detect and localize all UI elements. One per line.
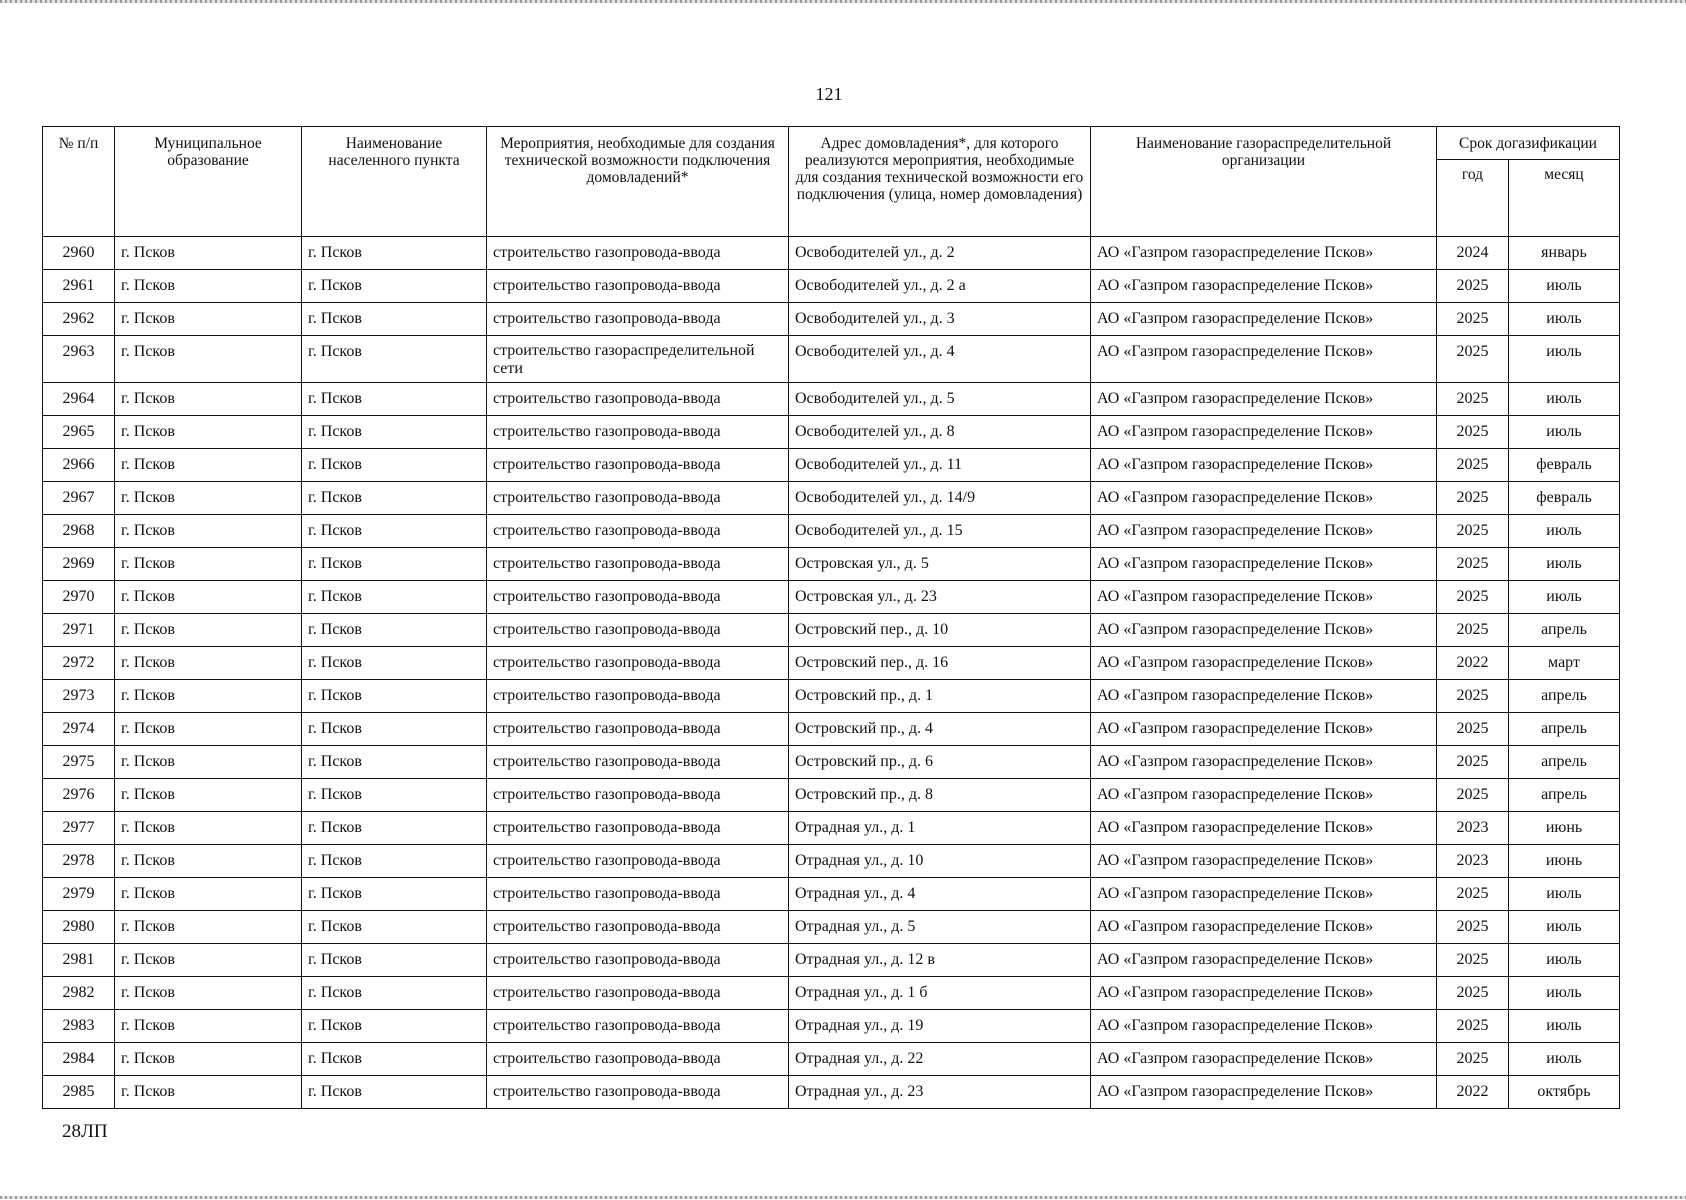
cell-num: 2980 — [43, 911, 115, 944]
cell-activity: строительство газопровода-ввода — [487, 449, 789, 482]
cell-address: Освободителей ул., д. 3 — [789, 303, 1091, 336]
cell-municipality: г. Псков — [115, 548, 302, 581]
table-row — [43, 1076, 1620, 1109]
cell-year: 2023 — [1437, 812, 1509, 845]
cell-activity: строительство газораспределительной сети — [487, 336, 789, 383]
cell-year: 2025 — [1437, 614, 1509, 647]
scan-edge-bottom — [0, 1196, 1686, 1199]
cell-organization: АО «Газпром газораспределение Псков» — [1091, 1010, 1437, 1043]
cell-num: 2978 — [43, 845, 115, 878]
cell-num: 2960 — [43, 237, 115, 270]
table-row — [43, 270, 1620, 303]
cell-address: Островский пр., д. 4 — [789, 713, 1091, 746]
cell-month: июль — [1509, 336, 1620, 383]
cell-settlement: г. Псков — [302, 713, 487, 746]
cell-year: 2022 — [1437, 647, 1509, 680]
header-row — [43, 127, 1620, 160]
cell-organization: АО «Газпром газораспределение Псков» — [1091, 383, 1437, 416]
cell-activity: строительство газопровода-ввода — [487, 680, 789, 713]
cell-settlement: г. Псков — [302, 647, 487, 680]
cell-num: 2981 — [43, 944, 115, 977]
table-row — [43, 614, 1620, 647]
cell-activity: строительство газопровода-ввода — [487, 878, 789, 911]
scan-edge-top — [0, 0, 1686, 3]
table-row — [43, 416, 1620, 449]
cell-organization: АО «Газпром газораспределение Псков» — [1091, 680, 1437, 713]
cell-month: апрель — [1509, 746, 1620, 779]
cell-num: 2976 — [43, 779, 115, 812]
cell-municipality: г. Псков — [115, 1076, 302, 1109]
cell-activity: строительство газопровода-ввода — [487, 647, 789, 680]
cell-month: июль — [1509, 270, 1620, 303]
cell-month: апрель — [1509, 614, 1620, 647]
table-row — [43, 779, 1620, 812]
cell-organization: АО «Газпром газораспределение Псков» — [1091, 449, 1437, 482]
cell-municipality: г. Псков — [115, 614, 302, 647]
table-row — [43, 303, 1620, 336]
table-row — [43, 515, 1620, 548]
page-number: 121 — [815, 84, 843, 104]
cell-organization: АО «Газпром газораспределение Псков» — [1091, 812, 1437, 845]
cell-organization: АО «Газпром газораспределение Псков» — [1091, 482, 1437, 515]
cell-municipality: г. Псков — [115, 303, 302, 336]
cell-num: 2969 — [43, 548, 115, 581]
cell-organization: АО «Газпром газораспределение Псков» — [1091, 1043, 1437, 1076]
cell-organization: АО «Газпром газораспределение Псков» — [1091, 845, 1437, 878]
cell-organization: АО «Газпром газораспределение Псков» — [1091, 1076, 1437, 1109]
cell-year: 2025 — [1437, 1010, 1509, 1043]
cell-municipality: г. Псков — [115, 878, 302, 911]
table-row — [43, 713, 1620, 746]
cell-settlement: г. Псков — [302, 845, 487, 878]
cell-organization: АО «Газпром газораспределение Псков» — [1091, 977, 1437, 1010]
cell-month: июль — [1509, 911, 1620, 944]
cell-municipality: г. Псков — [115, 713, 302, 746]
table-row — [43, 581, 1620, 614]
cell-organization: АО «Газпром газораспределение Псков» — [1091, 237, 1437, 270]
cell-month: апрель — [1509, 680, 1620, 713]
cell-month: июль — [1509, 581, 1620, 614]
cell-municipality: г. Псков — [115, 746, 302, 779]
cell-organization: АО «Газпром газораспределение Псков» — [1091, 336, 1437, 383]
cell-address: Освободителей ул., д. 11 — [789, 449, 1091, 482]
cell-num: 2962 — [43, 303, 115, 336]
cell-settlement: г. Псков — [302, 812, 487, 845]
cell-municipality: г. Псков — [115, 515, 302, 548]
table-row — [43, 383, 1620, 416]
cell-num: 2977 — [43, 812, 115, 845]
cell-address: Освободителей ул., д. 5 — [789, 383, 1091, 416]
table-row — [43, 680, 1620, 713]
cell-month: июль — [1509, 1043, 1620, 1076]
cell-address: Отрадная ул., д. 1 б — [789, 977, 1091, 1010]
footer-code: 28ЛП — [62, 1121, 108, 1142]
cell-address: Островский пр., д. 6 — [789, 746, 1091, 779]
cell-address: Отрадная ул., д. 4 — [789, 878, 1091, 911]
cell-activity: строительство газопровода-ввода — [487, 581, 789, 614]
table-row — [43, 878, 1620, 911]
cell-settlement: г. Псков — [302, 336, 487, 383]
cell-month: апрель — [1509, 779, 1620, 812]
cell-year: 2025 — [1437, 878, 1509, 911]
cell-address: Отрадная ул., д. 22 — [789, 1043, 1091, 1076]
cell-municipality: г. Псков — [115, 1010, 302, 1043]
cell-year: 2025 — [1437, 303, 1509, 336]
cell-activity: строительство газопровода-ввода — [487, 270, 789, 303]
cell-activity: строительство газопровода-ввода — [487, 911, 789, 944]
cell-num: 2985 — [43, 1076, 115, 1109]
header-address: Адрес домовладения*, для которого реализуются мероприятия, необходимые для создания технической возможности его подключения (улица, номер домовладения) — [789, 127, 1091, 237]
cell-settlement: г. Псков — [302, 383, 487, 416]
table-row — [43, 1010, 1620, 1043]
cell-num: 2966 — [43, 449, 115, 482]
cell-month: июль — [1509, 303, 1620, 336]
gasification-table — [42, 126, 1620, 1109]
cell-municipality: г. Псков — [115, 779, 302, 812]
cell-address: Освободителей ул., д. 8 — [789, 416, 1091, 449]
cell-activity: строительство газопровода-ввода — [487, 1043, 789, 1076]
cell-year: 2025 — [1437, 779, 1509, 812]
table-row — [43, 449, 1620, 482]
cell-address: Островский пр., д. 1 — [789, 680, 1091, 713]
header-settlement: Наименование населенного пункта — [302, 127, 487, 237]
cell-month: июнь — [1509, 845, 1620, 878]
cell-settlement: г. Псков — [302, 779, 487, 812]
cell-settlement: г. Псков — [302, 977, 487, 1010]
cell-address: Отрадная ул., д. 1 — [789, 812, 1091, 845]
table-row — [43, 944, 1620, 977]
cell-year: 2025 — [1437, 977, 1509, 1010]
cell-num: 2968 — [43, 515, 115, 548]
header-num: № п/п — [43, 127, 115, 237]
cell-year: 2025 — [1437, 449, 1509, 482]
cell-settlement: г. Псков — [302, 1010, 487, 1043]
cell-month: июль — [1509, 383, 1620, 416]
header-municipality: Муниципальное образование — [115, 127, 302, 237]
cell-settlement: г. Псков — [302, 416, 487, 449]
cell-activity: строительство газопровода-ввода — [487, 482, 789, 515]
cell-settlement: г. Псков — [302, 548, 487, 581]
cell-year: 2023 — [1437, 845, 1509, 878]
cell-month: апрель — [1509, 713, 1620, 746]
cell-organization: АО «Газпром газораспределение Псков» — [1091, 911, 1437, 944]
cell-num: 2965 — [43, 416, 115, 449]
table-row — [43, 1043, 1620, 1076]
cell-settlement: г. Псков — [302, 1076, 487, 1109]
cell-activity: строительство газопровода-ввода — [487, 812, 789, 845]
cell-activity: строительство газопровода-ввода — [487, 548, 789, 581]
cell-settlement: г. Псков — [302, 270, 487, 303]
cell-address: Островский пер., д. 16 — [789, 647, 1091, 680]
cell-year: 2025 — [1437, 944, 1509, 977]
cell-address: Отрадная ул., д. 23 — [789, 1076, 1091, 1109]
cell-activity: строительство газопровода-ввода — [487, 944, 789, 977]
cell-organization: АО «Газпром газораспределение Псков» — [1091, 713, 1437, 746]
cell-organization: АО «Газпром газораспределение Псков» — [1091, 270, 1437, 303]
table-row — [43, 812, 1620, 845]
cell-settlement: г. Псков — [302, 581, 487, 614]
cell-year: 2025 — [1437, 581, 1509, 614]
cell-month: июль — [1509, 515, 1620, 548]
cell-address: Освободителей ул., д. 15 — [789, 515, 1091, 548]
cell-settlement: г. Псков — [302, 746, 487, 779]
header-activity: Мероприятия, необходимые для создания технической возможности подключения домовладений* — [487, 127, 789, 237]
cell-month: февраль — [1509, 482, 1620, 515]
cell-num: 2972 — [43, 647, 115, 680]
cell-month: январь — [1509, 237, 1620, 270]
cell-num: 2975 — [43, 746, 115, 779]
cell-settlement: г. Псков — [302, 680, 487, 713]
cell-address: Островская ул., д. 23 — [789, 581, 1091, 614]
cell-activity: строительство газопровода-ввода — [487, 746, 789, 779]
cell-municipality: г. Псков — [115, 449, 302, 482]
cell-month: июль — [1509, 548, 1620, 581]
cell-settlement: г. Псков — [302, 1043, 487, 1076]
cell-organization: АО «Газпром газораспределение Псков» — [1091, 416, 1437, 449]
cell-year: 2025 — [1437, 1043, 1509, 1076]
cell-settlement: г. Псков — [302, 614, 487, 647]
cell-num: 2964 — [43, 383, 115, 416]
cell-municipality: г. Псков — [115, 482, 302, 515]
cell-year: 2025 — [1437, 383, 1509, 416]
cell-num: 2974 — [43, 713, 115, 746]
cell-year: 2022 — [1437, 1076, 1509, 1109]
cell-organization: АО «Газпром газораспределение Псков» — [1091, 581, 1437, 614]
cell-organization: АО «Газпром газораспределение Псков» — [1091, 515, 1437, 548]
cell-organization: АО «Газпром газораспределение Псков» — [1091, 878, 1437, 911]
cell-organization: АО «Газпром газораспределение Псков» — [1091, 746, 1437, 779]
cell-municipality: г. Псков — [115, 581, 302, 614]
cell-settlement: г. Псков — [302, 482, 487, 515]
cell-organization: АО «Газпром газораспределение Псков» — [1091, 779, 1437, 812]
cell-municipality: г. Псков — [115, 680, 302, 713]
cell-activity: строительство газопровода-ввода — [487, 383, 789, 416]
cell-address: Освободителей ул., д. 2 а — [789, 270, 1091, 303]
cell-num: 2970 — [43, 581, 115, 614]
cell-organization: АО «Газпром газораспределение Псков» — [1091, 548, 1437, 581]
cell-settlement: г. Псков — [302, 449, 487, 482]
table-row — [43, 911, 1620, 944]
cell-activity: строительство газопровода-ввода — [487, 977, 789, 1010]
cell-year: 2025 — [1437, 270, 1509, 303]
header-month: месяц — [1509, 160, 1620, 237]
cell-num: 2967 — [43, 482, 115, 515]
cell-organization: АО «Газпром газораспределение Псков» — [1091, 944, 1437, 977]
cell-address: Освободителей ул., д. 2 — [789, 237, 1091, 270]
cell-address: Освободителей ул., д. 4 — [789, 336, 1091, 383]
cell-num: 2963 — [43, 336, 115, 383]
cell-month: июль — [1509, 878, 1620, 911]
cell-month: июнь — [1509, 812, 1620, 845]
cell-num: 2973 — [43, 680, 115, 713]
cell-municipality: г. Псков — [115, 911, 302, 944]
cell-month: февраль — [1509, 449, 1620, 482]
table-row — [43, 237, 1620, 270]
cell-year: 2025 — [1437, 482, 1509, 515]
cell-settlement: г. Псков — [302, 878, 487, 911]
cell-month: июль — [1509, 944, 1620, 977]
cell-activity: строительство газопровода-ввода — [487, 614, 789, 647]
table-row — [43, 482, 1620, 515]
cell-num: 2979 — [43, 878, 115, 911]
cell-address: Отрадная ул., д. 19 — [789, 1010, 1091, 1043]
cell-address: Отрадная ул., д. 5 — [789, 911, 1091, 944]
cell-month: июль — [1509, 1010, 1620, 1043]
cell-activity: строительство газопровода-ввода — [487, 237, 789, 270]
table-row — [43, 845, 1620, 878]
cell-settlement: г. Псков — [302, 237, 487, 270]
cell-organization: АО «Газпром газораспределение Псков» — [1091, 303, 1437, 336]
cell-municipality: г. Псков — [115, 845, 302, 878]
cell-address: Островская ул., д. 5 — [789, 548, 1091, 581]
cell-activity: строительство газопровода-ввода — [487, 779, 789, 812]
cell-address: Островский пер., д. 10 — [789, 614, 1091, 647]
cell-activity: строительство газопровода-ввода — [487, 713, 789, 746]
cell-municipality: г. Псков — [115, 944, 302, 977]
cell-address: Отрадная ул., д. 12 в — [789, 944, 1091, 977]
cell-year: 2025 — [1437, 680, 1509, 713]
cell-activity: строительство газопровода-ввода — [487, 845, 789, 878]
header-organization: Наименование газораспределительной организации — [1091, 127, 1437, 237]
cell-month: июль — [1509, 977, 1620, 1010]
cell-address: Освободителей ул., д. 14/9 — [789, 482, 1091, 515]
cell-num: 2983 — [43, 1010, 115, 1043]
cell-month: июль — [1509, 416, 1620, 449]
table-row — [43, 548, 1620, 581]
cell-year: 2025 — [1437, 336, 1509, 383]
cell-activity: строительство газопровода-ввода — [487, 515, 789, 548]
cell-municipality: г. Псков — [115, 383, 302, 416]
cell-municipality: г. Псков — [115, 416, 302, 449]
cell-activity: строительство газопровода-ввода — [487, 1076, 789, 1109]
cell-municipality: г. Псков — [115, 647, 302, 680]
cell-address: Отрадная ул., д. 10 — [789, 845, 1091, 878]
cell-municipality: г. Псков — [115, 270, 302, 303]
cell-settlement: г. Псков — [302, 515, 487, 548]
cell-municipality: г. Псков — [115, 977, 302, 1010]
cell-num: 2982 — [43, 977, 115, 1010]
table-row — [43, 746, 1620, 779]
cell-month: октябрь — [1509, 1076, 1620, 1109]
cell-activity: строительство газопровода-ввода — [487, 416, 789, 449]
cell-settlement: г. Псков — [302, 944, 487, 977]
cell-year: 2025 — [1437, 713, 1509, 746]
cell-num: 2971 — [43, 614, 115, 647]
cell-organization: АО «Газпром газораспределение Псков» — [1091, 647, 1437, 680]
cell-year: 2025 — [1437, 911, 1509, 944]
table-row — [43, 647, 1620, 680]
cell-year: 2025 — [1437, 515, 1509, 548]
cell-activity: строительство газопровода-ввода — [487, 303, 789, 336]
cell-municipality: г. Псков — [115, 812, 302, 845]
cell-num: 2984 — [43, 1043, 115, 1076]
cell-address: Островский пр., д. 8 — [789, 779, 1091, 812]
cell-municipality: г. Псков — [115, 336, 302, 383]
cell-municipality: г. Псков — [115, 237, 302, 270]
cell-month: март — [1509, 647, 1620, 680]
header-year: год — [1437, 160, 1509, 237]
cell-num: 2961 — [43, 270, 115, 303]
cell-activity: строительство газопровода-ввода — [487, 1010, 789, 1043]
table-row — [43, 336, 1620, 383]
cell-organization: АО «Газпром газораспределение Псков» — [1091, 614, 1437, 647]
header-deadline: Срок догазификации — [1437, 127, 1620, 160]
cell-municipality: г. Псков — [115, 1043, 302, 1076]
cell-year: 2024 — [1437, 237, 1509, 270]
cell-settlement: г. Псков — [302, 911, 487, 944]
table-row — [43, 977, 1620, 1010]
cell-settlement: г. Псков — [302, 303, 487, 336]
cell-year: 2025 — [1437, 416, 1509, 449]
cell-year: 2025 — [1437, 548, 1509, 581]
cell-year: 2025 — [1437, 746, 1509, 779]
